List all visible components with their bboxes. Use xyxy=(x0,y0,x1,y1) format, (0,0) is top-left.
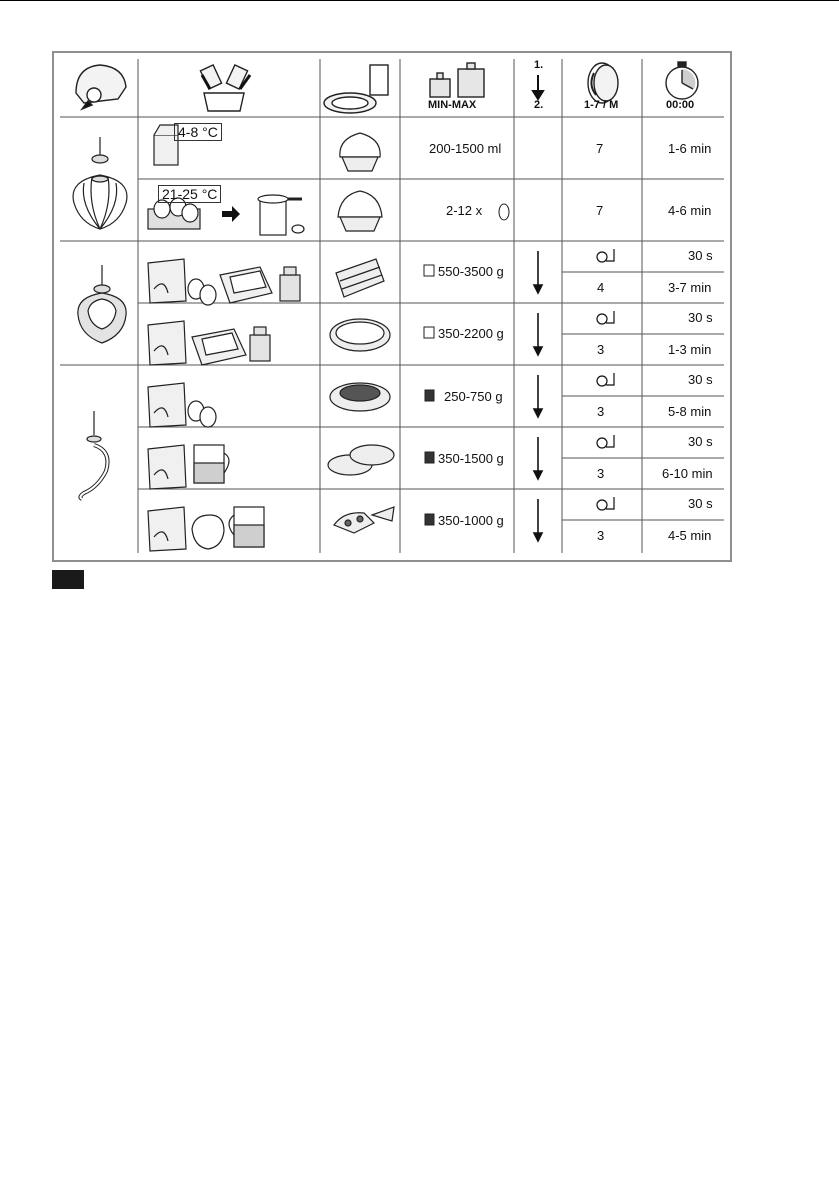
flour-bag-icon xyxy=(148,383,186,427)
amount-value: 200-1500 ml xyxy=(429,141,502,156)
speed-value: 4 xyxy=(597,280,605,295)
pulse-time-value: 30 s xyxy=(688,248,713,263)
time-header-label: 00:00 xyxy=(666,99,695,111)
whipped-cream-icon xyxy=(340,133,380,171)
flour-pack-icon xyxy=(425,452,434,463)
pulse-mode-icon xyxy=(597,373,614,386)
order-header-top: 1. xyxy=(534,59,544,71)
recipe-table xyxy=(52,51,732,562)
time-value: 1-3 min xyxy=(668,342,712,357)
flour-bag-icon xyxy=(148,321,186,365)
amount-value: 550-3500 g xyxy=(438,264,504,279)
order-arrow-icon xyxy=(534,499,542,541)
order-arrow-icon xyxy=(533,75,543,99)
pulse-mode-icon xyxy=(597,311,614,324)
layer-cake-icon xyxy=(336,259,384,297)
flat-beater-icon xyxy=(78,265,126,343)
flour-pack-icon xyxy=(425,390,434,401)
bread-loaves-icon xyxy=(328,445,394,475)
time-value: 3-7 min xyxy=(668,280,712,295)
flour-bag-icon xyxy=(148,445,186,489)
speed-value: 7 xyxy=(596,203,604,218)
measuring-jug-icon xyxy=(229,507,264,547)
pizza-icon xyxy=(334,507,394,533)
speed-value: 7 xyxy=(596,141,604,156)
order-arrow-icon xyxy=(534,313,542,355)
butter-icon xyxy=(192,329,246,365)
bowl-filling-icon xyxy=(200,65,250,111)
order-arrow-icon xyxy=(534,437,542,479)
pasta-plate-icon xyxy=(330,383,390,411)
sum-icon xyxy=(424,265,434,276)
pulse-mode-icon xyxy=(597,435,614,448)
pulse-time-value: 30 s xyxy=(688,310,713,325)
sum-icon xyxy=(424,327,434,338)
speed-header-label: 1-7 / M xyxy=(584,99,619,111)
order-arrow-icon xyxy=(534,375,542,417)
amount-value: 350-2200 g xyxy=(438,326,504,341)
pulse-mode-icon xyxy=(597,497,614,510)
butter-icon xyxy=(220,267,272,303)
oil-jug-icon xyxy=(192,515,224,549)
temperature-label: 4-8 °C xyxy=(174,123,222,141)
speed-value: 3 xyxy=(597,342,605,357)
weights-icon xyxy=(430,63,484,97)
order-arrow-icon xyxy=(534,251,542,293)
order-header-bottom: 2. xyxy=(534,99,544,111)
flour-bag-icon xyxy=(148,507,186,551)
eggs-icon xyxy=(188,279,216,305)
pulse-time-value: 30 s xyxy=(688,372,713,387)
amount-value: 250-750 g xyxy=(444,389,503,404)
table-grid xyxy=(54,53,730,560)
egg-separator-icon xyxy=(258,195,304,235)
arrow-right-icon xyxy=(222,206,240,222)
pulse-time-value: 30 s xyxy=(688,496,713,511)
temperature-label: 21-25 °C xyxy=(158,185,221,203)
speed-knob-icon xyxy=(588,63,618,103)
pulse-mode-icon xyxy=(597,249,614,262)
egg-icon xyxy=(499,204,509,220)
pulse-time-value: 30 s xyxy=(688,434,713,449)
egg-whites-icon xyxy=(338,191,382,231)
sugar-shaker-icon xyxy=(250,327,270,361)
time-value: 6-10 min xyxy=(662,466,713,481)
section-marker xyxy=(52,570,84,589)
sugar-shaker-icon xyxy=(280,267,300,301)
flour-pack-icon xyxy=(425,514,434,525)
plate-glass-icon xyxy=(324,65,388,113)
time-value: 1-6 min xyxy=(668,141,712,156)
time-value: 4-5 min xyxy=(668,528,712,543)
timer-icon xyxy=(666,62,698,99)
time-value: 4-6 min xyxy=(668,203,712,218)
balloon-whisk-icon xyxy=(73,137,127,229)
page-top-rule xyxy=(0,0,839,1)
measuring-jug-icon xyxy=(194,445,229,483)
mixer-lock-icon xyxy=(76,65,126,109)
speed-value: 3 xyxy=(597,528,605,543)
flour-bag-icon xyxy=(148,259,186,303)
amount-value: 350-1000 g xyxy=(438,513,504,528)
speed-value: 3 xyxy=(597,404,605,419)
amount-value: 350-1500 g xyxy=(438,451,504,466)
dough-hook-icon xyxy=(80,411,107,499)
speed-value: 3 xyxy=(597,466,605,481)
eggs-icon xyxy=(188,401,216,427)
time-value: 5-8 min xyxy=(668,404,712,419)
amount-value: 2-12 x xyxy=(446,203,483,218)
weight-header-label: MIN-MAX xyxy=(428,99,477,111)
tart-icon xyxy=(330,319,390,351)
